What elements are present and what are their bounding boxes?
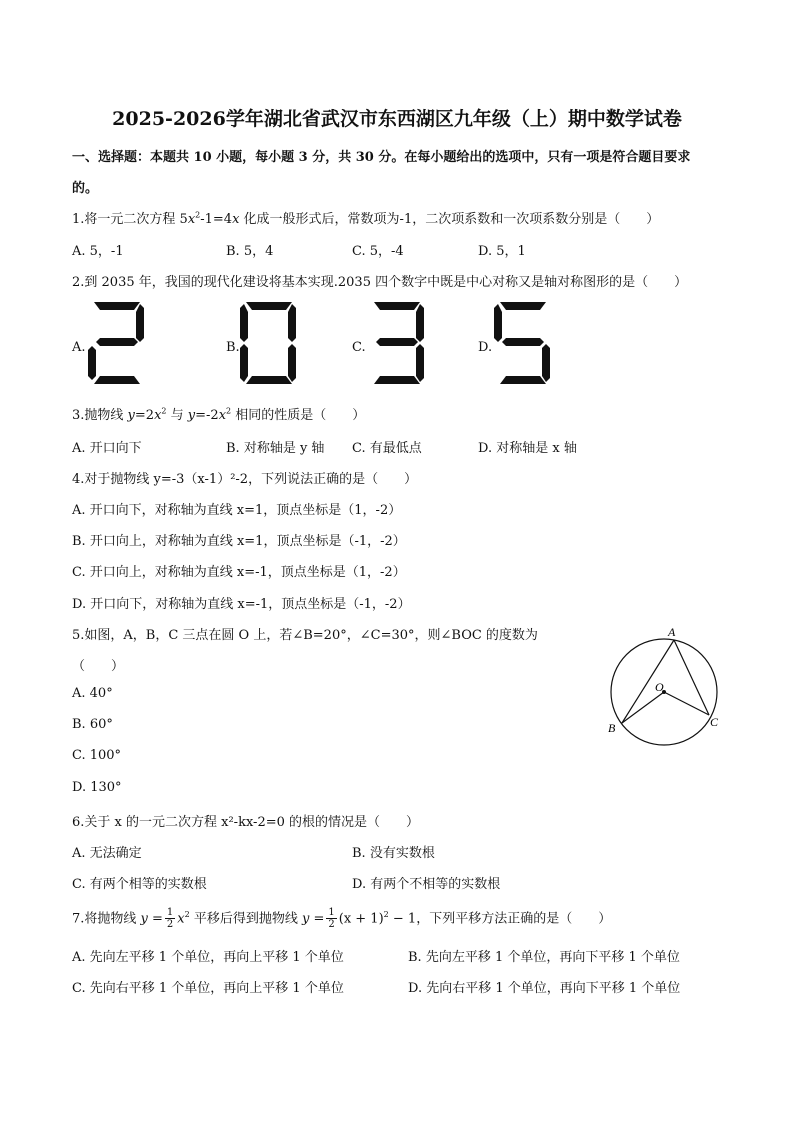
q6-option-b[interactable]: B. 没有实数根 (352, 846, 435, 861)
q1-stem-prefix: 1.将一元二次方程 5 (72, 212, 188, 227)
q3-option-b[interactable]: B. 对称轴是 y 轴 (226, 441, 325, 456)
q5-option-b[interactable]: B. 60° (72, 717, 113, 732)
q7-fraction-1 (165, 907, 175, 930)
q2-option-b-label[interactable]: B. (226, 340, 240, 355)
section-header-line2: 的。 (72, 181, 99, 196)
digit-2-figure (88, 300, 146, 386)
question-2-stem: 2.到 2035 年，我国的现代化建设将基本实现.2035 四个数字中既是中心对称又是轴对称图形的是（ ） (72, 275, 688, 290)
q3-exp-2: 2 (226, 406, 232, 416)
q2-option-d-label[interactable]: D. (478, 340, 493, 355)
q7-exp-1: 2 (184, 910, 190, 919)
q7-frac1-den: 2 (166, 919, 174, 931)
q3-var-y: y (127, 408, 135, 423)
q6-option-d[interactable]: D. 有两个不相等的实数根 (352, 877, 501, 892)
question-1-stem (72, 208, 659, 227)
radius-oc (664, 692, 709, 715)
q5-answer-paren: （ ） (72, 659, 125, 674)
digit-0-figure (240, 300, 298, 386)
q7-option-c[interactable]: C. 先向右平移 1 个单位，再向上平移 1 个单位 (72, 981, 344, 996)
q1-exponent: 2 (195, 210, 201, 220)
question-4-stem: 4.对于抛物线 y=-3（x-1）²-2，下列说法正确的是（ ） (72, 472, 418, 487)
q3-stem-c: =2 (134, 408, 155, 423)
question-5-stem: 5.如图，A，B，C 三点在圆 O 上，若∠B=20°，∠C=30°，则∠BOC 的度数为 (72, 628, 538, 643)
q3-option-a[interactable]: A. 开口向下 (72, 441, 142, 456)
q4-option-b[interactable]: B. 开口向上，对称轴为直线 x=1，顶点坐标是（-1，-2） (72, 534, 406, 549)
q3-var-y2: y (187, 408, 196, 423)
q7-stem-c: ，下列平移方法正确的是（ ） (416, 911, 612, 927)
label-b: B (608, 721, 616, 735)
question-7-stem (72, 900, 611, 934)
q6-option-c[interactable]: C. 有两个相等的实数根 (72, 877, 207, 892)
q7-option-a[interactable]: A. 先向左平移 1 个单位，再向上平移 1 个单位 (72, 950, 344, 965)
question-6-stem: 6.关于 x 的一元二次方程 x²-kx-2=0 的根的情况是（ ） (72, 815, 420, 830)
q2-option-a-label[interactable]: A. (72, 340, 86, 355)
q3-option-d[interactable]: D. 对称轴是 x 轴 (478, 441, 577, 456)
q3-var-x: x (154, 408, 162, 423)
q3-var-x2: x (218, 408, 227, 423)
q5-option-a[interactable]: A. 40° (72, 686, 113, 701)
q5-option-d[interactable]: D. 130° (72, 780, 122, 795)
q7-stem-b: 平移后得到抛物线 (189, 911, 302, 927)
q4-option-c[interactable]: C. 开口向上，对称轴为直线 x=-1，顶点坐标是（1，-2） (72, 565, 406, 580)
q4-option-d[interactable]: D. 开口向下，对称轴为直线 x=-1，顶点坐标是（-1，-2） (72, 597, 411, 612)
q3-stem-a: 3.抛物线 (72, 408, 128, 423)
q7-eq1-lhs: y = (140, 911, 163, 927)
question-3-stem (72, 404, 365, 423)
q1-option-b[interactable]: B. 5，4 (226, 244, 274, 259)
q1-stem-mid: -1=4 (200, 212, 233, 227)
q1-var-x: x (187, 212, 196, 227)
q1-option-a[interactable]: A. 5，-1 (72, 244, 124, 259)
page-title: 2025-2026学年湖北省武汉市东西湖区九年级（上）期中数学试卷 (112, 108, 682, 130)
circle-figure (600, 622, 730, 746)
q3-stem-k: 相同的性质是（ ） (231, 408, 366, 423)
q7-frac2-den: 2 (328, 919, 335, 931)
q7-eq2-lhs: y = (302, 911, 325, 927)
q7-tail: − 1 (388, 911, 417, 927)
q7-frac2-num: 1 (328, 907, 335, 919)
chord-ac (674, 640, 709, 715)
q4-option-a[interactable]: A. 开口向下，对称轴为直线 x=1，顶点坐标是（1，-2） (72, 503, 402, 518)
q3-stem-h: =-2 (195, 408, 219, 423)
chord-ab (622, 640, 674, 723)
radius-ob (622, 692, 664, 723)
section-header-line1: 一、选择题：本题共 10 小题，每小题 3 分，共 30 分。在每小题给出的选项中，只有一项是符合题目要求 (72, 150, 691, 165)
q1-var-x2: x (232, 212, 240, 227)
q1-stem-suffix: 化成一般形式后，常数项为-1，二次项系数和一次项系数分别是（ ） (239, 212, 660, 227)
q7-option-d[interactable]: D. 先向右平移 1 个单位，再向下平移 1 个单位 (408, 981, 681, 996)
q7-exp-2: 2 (383, 910, 389, 919)
q7-option-b[interactable]: B. 先向左平移 1 个单位，再向下平移 1 个单位 (408, 950, 680, 965)
q7-var-x: x (177, 911, 185, 927)
q7-fraction-2 (326, 907, 336, 930)
q7-frac1-num: 1 (166, 907, 174, 919)
q2-option-c-label[interactable]: C. (352, 340, 366, 355)
q7-expr: (x + 1) (338, 911, 384, 927)
label-c: C (710, 715, 719, 729)
label-a: A (668, 625, 676, 639)
q1-option-d[interactable]: D. 5，1 (478, 244, 526, 259)
q7-stem-a: 7.将抛物线 (72, 911, 141, 927)
label-o: O (655, 680, 664, 694)
q3-option-c[interactable]: C. 有最低点 (352, 441, 422, 456)
q6-option-a[interactable]: A. 无法确定 (72, 846, 142, 861)
q1-option-c[interactable]: C. 5，-4 (352, 244, 404, 259)
digit-5-figure (494, 300, 552, 386)
q5-option-c[interactable]: C. 100° (72, 748, 122, 763)
digit-3-figure (368, 300, 426, 386)
q3-exp-1: 2 (161, 406, 167, 416)
q3-stem-f: 与 (166, 408, 188, 423)
